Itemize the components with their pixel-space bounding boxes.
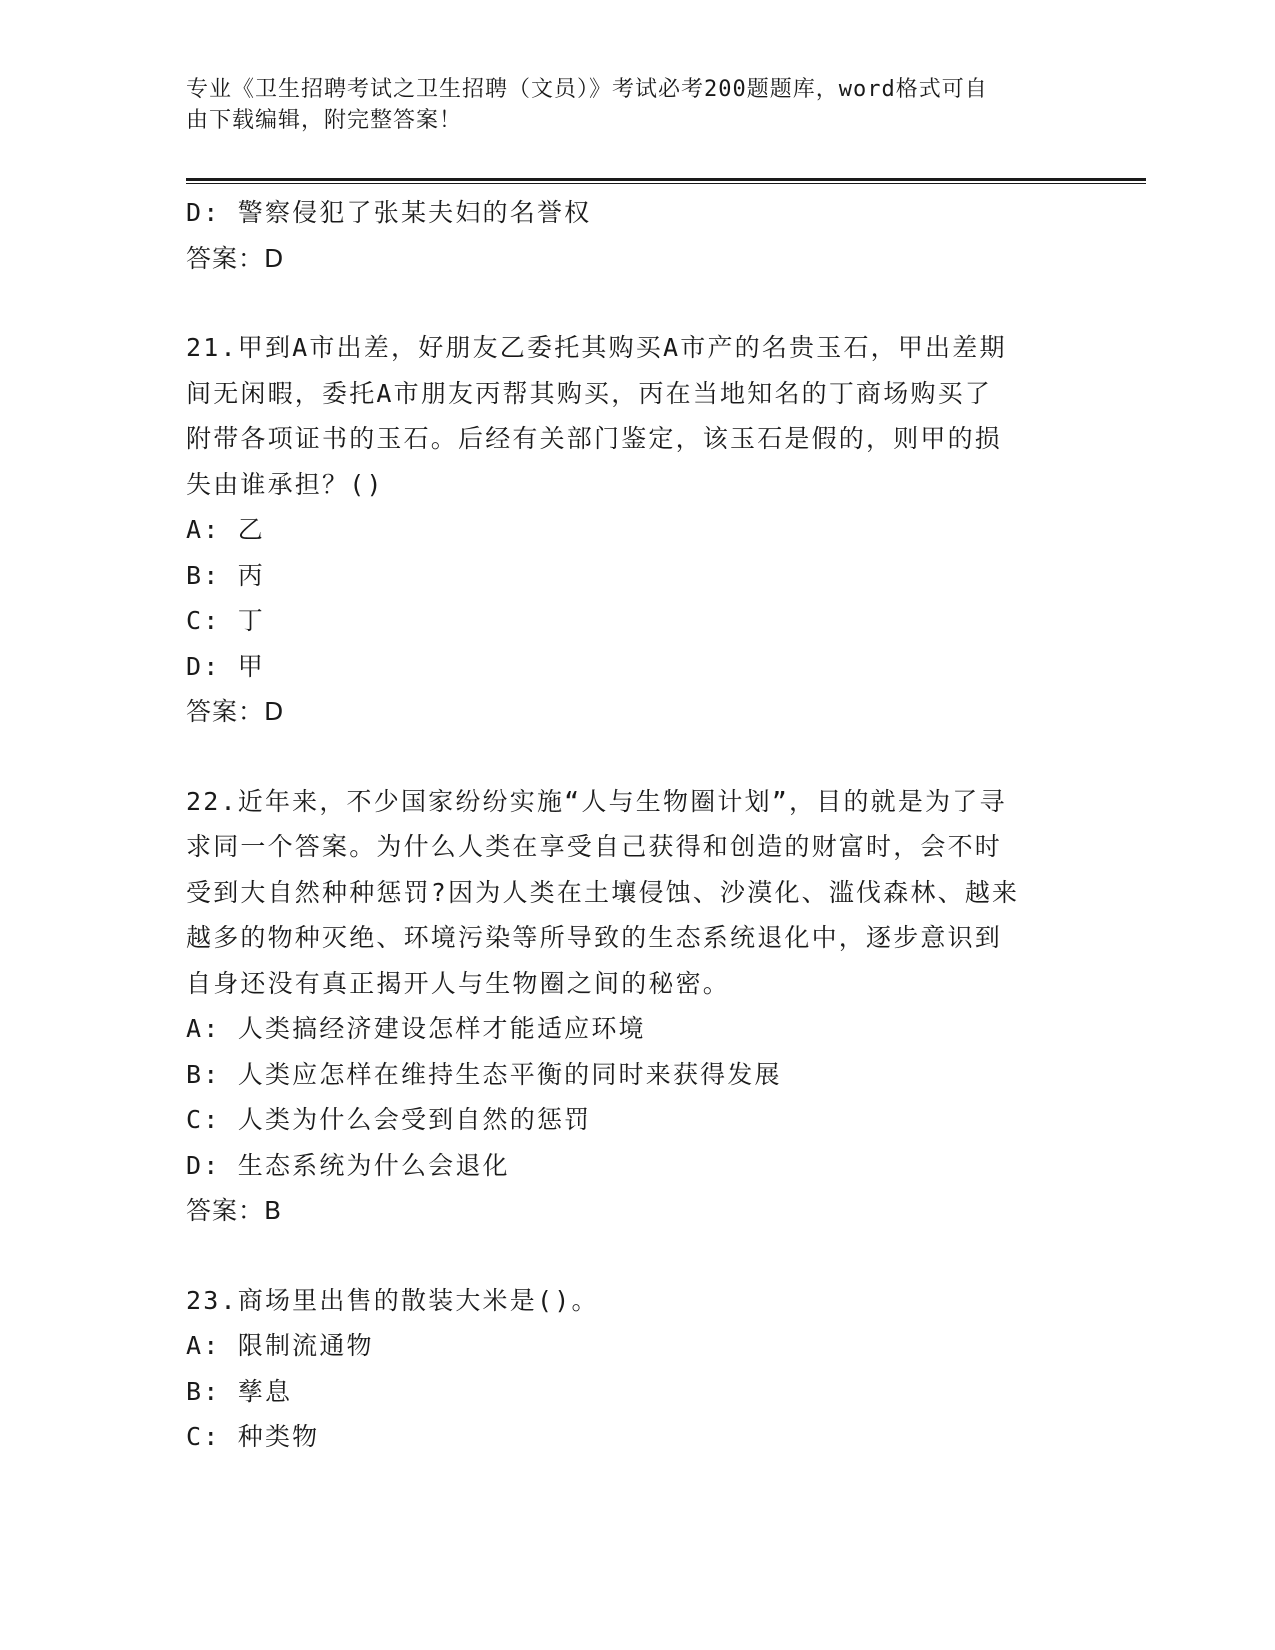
header-line-2: 由下载编辑，附完整答案！ bbox=[186, 108, 463, 133]
answer-line: 答案：D bbox=[186, 697, 285, 726]
answer-line: 答案：D bbox=[186, 243, 285, 273]
header-line-1: 专业《卫生招聘考试之卫生招聘（文员）》考试必考200题题库，word格式可自 bbox=[186, 77, 988, 102]
option-c: C: 种类物 bbox=[186, 1422, 320, 1451]
option-c: C: 人类为什么会受到自然的惩罚 bbox=[186, 1105, 592, 1134]
question-stem-line: 越多的物种灭绝、环境污染等所导致的生态系统退化中，逐步意识到 bbox=[186, 923, 1003, 952]
question-stem-line: 21.甲到A市出差，好朋友乙委托其购买A市产的名贵玉石，甲出差期 bbox=[186, 333, 1007, 362]
option-b: B: 丙 bbox=[186, 560, 265, 590]
header-divider-thin bbox=[186, 183, 1146, 184]
option-a: A: 限制流通物 bbox=[186, 1331, 374, 1360]
answer-line: 答案：B bbox=[186, 1196, 283, 1225]
option-a: A: 乙 bbox=[186, 515, 265, 544]
question-stem-line: 失由谁承担？() bbox=[186, 469, 384, 499]
option-c: C: 丁 bbox=[186, 606, 265, 635]
question-stem-line: 自身还没有真正揭开人与生物圈之间的秘密。 bbox=[186, 968, 731, 998]
option-b: B: 孳息 bbox=[186, 1376, 293, 1406]
header-divider-thick bbox=[186, 178, 1146, 181]
question-stem-line: 求同一个答案。为什么人类在享受自己获得和创造的财富时，会不时 bbox=[186, 832, 1003, 861]
option-d: D: 生态系统为什么会退化 bbox=[186, 1150, 510, 1180]
document-header bbox=[186, 74, 1066, 136]
option-a: A: 人类搞经济建设怎样才能适应环境 bbox=[186, 1014, 646, 1043]
question-21 bbox=[186, 325, 1086, 735]
question-stem-line: 受到大自然种种惩罚?因为人类在土壤侵蚀、沙漠化、滥伐森林、越来 bbox=[186, 877, 1020, 907]
previous-question-tail bbox=[186, 190, 1086, 281]
question-stem-line: 附带各项证书的玉石。后经有关部门鉴定，该玉石是假的，则甲的损 bbox=[186, 424, 1003, 453]
option-d: D: 警察侵犯了张某夫妇的名誉权 bbox=[186, 198, 592, 227]
option-b: B: 人类应怎样在维持生态平衡的同时来获得发展 bbox=[186, 1059, 782, 1089]
question-stem-line: 23.商场里出售的散装大米是()。 bbox=[186, 1285, 599, 1315]
question-22 bbox=[186, 779, 1086, 1234]
question-stem-line: 22.近年来，不少国家纷纷实施“人与生物圈计划”，目的就是为了寻 bbox=[186, 786, 1007, 816]
document-body bbox=[186, 190, 1086, 1460]
question-stem-line: 间无闲暇，委托A市朋友丙帮其购买，丙在当地知名的丁商场购买了 bbox=[186, 378, 993, 408]
question-23 bbox=[186, 1278, 1086, 1460]
option-d: D: 甲 bbox=[186, 651, 265, 681]
